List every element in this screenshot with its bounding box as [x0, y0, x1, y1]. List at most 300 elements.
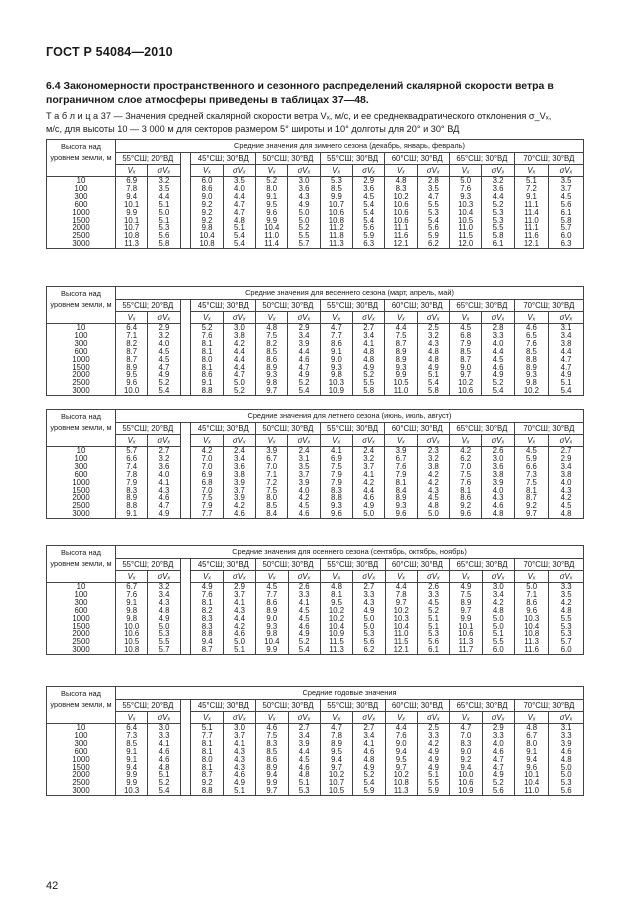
- column-gap: [180, 356, 191, 364]
- height-cell: 10: [47, 724, 116, 732]
- speed-symbol: Vₓ: [115, 165, 147, 177]
- deviation-cell: 4.2: [482, 599, 514, 607]
- deviation-cell: 6.0: [482, 646, 514, 654]
- table-row: [47, 494, 584, 502]
- speed-cell: 8.9: [385, 356, 417, 364]
- height-cell: 600: [47, 748, 116, 756]
- deviation-symbol: σVₓ: [353, 571, 385, 583]
- speed-cell: 7.5: [385, 332, 417, 340]
- speed-cell: 7.3: [116, 732, 148, 740]
- height-header: Высота над уровнем земли, м: [47, 287, 116, 324]
- speed-cell: 8.1: [450, 486, 482, 494]
- speed-cell: 10.4: [514, 622, 549, 630]
- speed-cell: 10.8: [385, 779, 417, 787]
- speed-cell: 8.6: [256, 599, 288, 607]
- deviation-symbol: σVₓ: [223, 435, 255, 447]
- height-cell: 300: [47, 193, 116, 201]
- deviation-cell: 6.3: [549, 240, 584, 248]
- deviation-symbol: σVₓ: [353, 435, 385, 447]
- height-cell: 100: [47, 185, 116, 193]
- deviation-cell: 5.2: [482, 779, 514, 787]
- deviation-cell: 4.0: [148, 471, 180, 479]
- deviation-cell: 3.9: [288, 340, 320, 348]
- deviation-cell: 5.4: [353, 216, 385, 224]
- deviation-cell: 4.6: [288, 622, 320, 630]
- speed-cell: 6.2: [450, 455, 482, 463]
- column-gap: [180, 201, 191, 209]
- height-cell: 3000: [47, 510, 116, 518]
- speed-cell: 9.1: [116, 599, 148, 607]
- deviation-cell: 4.9: [148, 615, 180, 623]
- speed-cell: 8.5: [514, 348, 548, 356]
- speed-cell: 9.7: [385, 599, 417, 607]
- season-title-row: [47, 546, 584, 559]
- height-cell: 100: [47, 332, 116, 340]
- location-header: 55°СШ; 30°ВД: [320, 700, 385, 712]
- speed-cell: 8.7: [115, 348, 147, 356]
- deviation-cell: 4.9: [482, 771, 514, 779]
- deviation-cell: 5.0: [482, 622, 514, 630]
- speed-cell: 9.8: [256, 379, 288, 387]
- deviation-cell: 4.6: [288, 763, 320, 771]
- deviation-cell: 5.2: [288, 638, 320, 646]
- deviation-cell: 4.9: [482, 371, 514, 379]
- deviation-cell: 4.0: [482, 486, 514, 494]
- deviation-cell: 4.9: [417, 748, 449, 756]
- speed-cell: 6.9: [115, 177, 147, 185]
- column-gap: [180, 387, 191, 395]
- deviation-cell: 3.7: [223, 591, 255, 599]
- deviation-cell: 5.8: [549, 216, 584, 224]
- height-cell: 1000: [47, 615, 116, 623]
- deviation-cell: 5.7: [288, 240, 320, 248]
- column-gap: [180, 732, 191, 740]
- speed-cell: 8.3: [450, 740, 482, 748]
- deviation-cell: 4.4: [223, 615, 255, 623]
- deviation-cell: 4.4: [223, 363, 255, 371]
- speed-cell: 4.5: [256, 583, 288, 591]
- column-gap: [180, 724, 191, 732]
- deviation-cell: 5.6: [353, 224, 385, 232]
- speed-cell: 4.6: [256, 724, 288, 732]
- speed-cell: 9.1: [191, 379, 223, 387]
- deviation-cell: 5.4: [148, 787, 180, 795]
- deviation-cell: 3.4: [148, 591, 180, 599]
- location-header: 45°СШ; 30°ВД: [191, 559, 256, 571]
- table-row: [47, 216, 584, 224]
- deviation-cell: 4.5: [482, 356, 514, 364]
- deviation-cell: 5.7: [148, 646, 180, 654]
- season-title: Средние годовые значения: [116, 687, 584, 700]
- deviation-cell: 3.3: [353, 591, 385, 599]
- speed-cell: 5.2: [191, 324, 223, 332]
- table-row: [47, 607, 584, 615]
- deviation-cell: 5.0: [482, 615, 514, 623]
- speed-cell: 9.7: [385, 763, 417, 771]
- deviation-cell: 5.7: [549, 224, 584, 232]
- table-row: [47, 340, 584, 348]
- deviation-cell: 3.2: [148, 583, 180, 591]
- deviation-cell: 5.8: [353, 387, 385, 395]
- deviation-cell: 3.4: [353, 332, 385, 340]
- table-row: [47, 646, 584, 654]
- speed-cell: 4.2: [450, 447, 482, 455]
- deviation-symbol: σVₓ: [482, 712, 514, 724]
- deviation-cell: 4.1: [223, 740, 255, 748]
- speed-symbol: Vₓ: [320, 435, 352, 447]
- table-caption-line1: Т а б л и ц а 37 — Значения средней скалярной скорости ветра Vₓ, м/с, и ее среднеквадратического отклонения σ_Vₓ,: [46, 111, 552, 121]
- deviation-cell: 4.7: [417, 193, 449, 201]
- location-header: 45°СШ; 30°ВД: [191, 423, 256, 435]
- speed-cell: 10.4: [256, 638, 288, 646]
- speed-cell: 5.0: [514, 583, 549, 591]
- deviation-cell: 4.8: [148, 607, 180, 615]
- deviation-cell: 5.9: [417, 787, 449, 795]
- deviation-symbol: σVₓ: [223, 571, 255, 583]
- deviation-symbol: σVₓ: [549, 712, 584, 724]
- deviation-cell: 4.8: [482, 607, 514, 615]
- deviation-cell: 5.3: [482, 216, 514, 224]
- speed-cell: 7.9: [320, 479, 352, 487]
- season-title-row: [47, 287, 584, 300]
- deviation-cell: 4.4: [482, 193, 514, 201]
- page-number: 42: [46, 880, 59, 892]
- speed-cell: 7.5: [256, 732, 288, 740]
- deviation-cell: 5.6: [148, 232, 180, 240]
- speed-cell: 6.5: [514, 332, 548, 340]
- speed-cell: 9.7: [450, 607, 482, 615]
- deviation-cell: 4.8: [223, 216, 255, 224]
- speed-cell: 9.6: [320, 510, 352, 518]
- speed-cell: 9.4: [385, 748, 417, 756]
- speed-cell: 6.7: [256, 455, 288, 463]
- deviation-cell: 4.3: [223, 748, 255, 756]
- deviation-cell: 4.9: [148, 510, 180, 518]
- speed-cell: 9.1: [115, 510, 147, 518]
- deviation-cell: 4.7: [223, 371, 255, 379]
- deviation-cell: 5.0: [549, 771, 584, 779]
- speed-cell: 10.2: [320, 615, 352, 623]
- height-cell: 1000: [47, 756, 116, 764]
- speed-cell: 8.9: [514, 363, 548, 371]
- deviation-cell: 4.2: [417, 740, 449, 748]
- deviation-cell: 4.5: [288, 615, 320, 623]
- deviation-cell: 3.5: [417, 185, 449, 193]
- deviation-cell: 4.0: [549, 479, 584, 487]
- speed-cell: 7.0: [191, 486, 223, 494]
- location-header: 65°СШ; 30°ВД: [450, 700, 515, 712]
- deviation-cell: 4.3: [549, 486, 584, 494]
- deviation-cell: 5.5: [549, 615, 584, 623]
- deviation-cell: 5.4: [148, 387, 180, 395]
- deviation-cell: 4.4: [148, 193, 180, 201]
- speed-cell: 9.0: [320, 356, 352, 364]
- deviation-cell: 3.2: [417, 455, 449, 463]
- deviation-cell: 4.3: [288, 193, 320, 201]
- deviation-cell: 5.4: [353, 201, 385, 209]
- location-header: 65°СШ; 30°ВД: [450, 153, 515, 165]
- speed-cell: 7.0: [450, 463, 482, 471]
- table-row: [47, 463, 584, 471]
- speed-cell: 6.7: [514, 732, 549, 740]
- speed-cell: 7.5: [256, 332, 288, 340]
- deviation-cell: 6.2: [353, 646, 385, 654]
- deviation-cell: 2.9: [148, 324, 180, 332]
- deviation-symbol: σVₓ: [148, 165, 180, 177]
- speed-symbol: Vₓ: [385, 165, 417, 177]
- symbol-row: [47, 165, 584, 177]
- deviation-cell: 5.4: [353, 779, 385, 787]
- location-header: 70°СШ; 30°ВД: [514, 559, 583, 571]
- column-gap: [180, 787, 191, 795]
- deviation-cell: 4.0: [482, 340, 514, 348]
- season-table: [46, 686, 584, 796]
- speed-cell: 8.1: [191, 740, 223, 748]
- height-cell: 2500: [47, 502, 116, 510]
- deviation-cell: 2.7: [288, 724, 320, 732]
- speed-cell: 6.0: [191, 177, 223, 185]
- speed-cell: 9.1: [256, 193, 288, 201]
- table-row: [47, 740, 584, 748]
- column-gap: [180, 700, 191, 724]
- height-cell: 2000: [47, 371, 116, 379]
- speed-cell: 7.8: [320, 732, 352, 740]
- deviation-cell: 4.2: [417, 471, 449, 479]
- deviation-cell: 5.1: [417, 622, 449, 630]
- speed-cell: 11.0: [385, 630, 417, 638]
- deviation-symbol: σVₓ: [148, 435, 180, 447]
- speed-cell: 10.9: [320, 387, 352, 395]
- speed-cell: 8.2: [191, 607, 223, 615]
- speed-cell: 8.5: [256, 348, 288, 356]
- speed-cell: 11.5: [450, 232, 482, 240]
- deviation-cell: 4.4: [482, 348, 514, 356]
- speed-cell: 4.8: [385, 177, 417, 185]
- speed-cell: 8.3: [191, 615, 223, 623]
- speed-cell: 8.7: [191, 646, 223, 654]
- speed-cell: 8.1: [191, 748, 223, 756]
- speed-cell: 8.3: [320, 486, 352, 494]
- speed-cell: 8.5: [256, 748, 288, 756]
- deviation-cell: 4.9: [549, 371, 584, 379]
- deviation-cell: 5.2: [288, 379, 320, 387]
- deviation-cell: 5.4: [549, 387, 584, 395]
- speed-symbol: Vₓ: [385, 435, 417, 447]
- speed-cell: 7.9: [320, 471, 352, 479]
- deviation-cell: 3.6: [482, 185, 514, 193]
- deviation-cell: 5.9: [353, 232, 385, 240]
- deviation-cell: 3.7: [288, 471, 320, 479]
- speed-cell: 9.4: [450, 763, 482, 771]
- deviation-cell: 4.3: [148, 486, 180, 494]
- height-cell: 3000: [47, 646, 116, 654]
- deviation-cell: 4.3: [353, 599, 385, 607]
- column-gap: [180, 153, 191, 177]
- deviation-symbol: σVₓ: [417, 435, 449, 447]
- column-gap: [180, 756, 191, 764]
- speed-cell: 10.4: [385, 622, 417, 630]
- deviation-cell: 4.6: [223, 630, 255, 638]
- location-header: 60°СШ; 30°ВД: [385, 300, 450, 312]
- deviation-cell: 5.6: [482, 787, 514, 795]
- speed-cell: 9.7: [450, 371, 482, 379]
- table-row: [47, 232, 584, 240]
- deviation-cell: 2.3: [417, 447, 449, 455]
- speed-cell: 7.6: [385, 732, 417, 740]
- deviation-symbol: σVₓ: [288, 712, 320, 724]
- deviation-cell: 5.8: [482, 232, 514, 240]
- deviation-cell: 5.2: [353, 371, 385, 379]
- deviation-symbol: σVₓ: [288, 165, 320, 177]
- speed-cell: 9.0: [450, 363, 482, 371]
- speed-cell: 9.1: [116, 748, 148, 756]
- table-row: [47, 324, 584, 332]
- season-title-row: [47, 410, 584, 423]
- deviation-cell: 5.2: [353, 771, 385, 779]
- speed-cell: 10.1: [514, 771, 549, 779]
- deviation-cell: 2.5: [417, 724, 449, 732]
- deviation-cell: 4.2: [353, 479, 385, 487]
- speed-cell: 11.3: [320, 240, 352, 248]
- table-row: [47, 332, 584, 340]
- column-gap: [180, 216, 191, 224]
- speed-cell: 9.6: [256, 209, 288, 217]
- speed-cell: 10.2: [385, 607, 417, 615]
- deviation-cell: 4.0: [482, 740, 514, 748]
- speed-cell: 8.8: [320, 494, 352, 502]
- speed-cell: 9.4: [514, 756, 549, 764]
- column-gap: [180, 622, 191, 630]
- deviation-cell: 4.6: [482, 748, 514, 756]
- deviation-cell: 4.4: [549, 348, 584, 356]
- speed-cell: 7.0: [256, 463, 288, 471]
- speed-cell: 9.0: [450, 748, 482, 756]
- speed-cell: 7.8: [115, 471, 147, 479]
- deviation-cell: 5.4: [353, 209, 385, 217]
- speed-cell: 7.8: [115, 185, 147, 193]
- speed-cell: 10.6: [385, 209, 417, 217]
- speed-symbol: Vₓ: [450, 312, 482, 324]
- height-cell: 10: [47, 447, 116, 455]
- height-header: Высота над уровнем земли, м: [47, 687, 116, 724]
- deviation-cell: 5.4: [288, 387, 320, 395]
- speed-cell: 4.4: [385, 324, 417, 332]
- location-header: 45°СШ; 30°ВД: [191, 700, 256, 712]
- deviation-cell: 3.6: [223, 463, 255, 471]
- speed-cell: 9.3: [256, 622, 288, 630]
- deviation-cell: 2.8: [417, 177, 449, 185]
- speed-cell: 9.2: [450, 756, 482, 764]
- column-gap: [180, 300, 191, 324]
- location-header-row: [47, 153, 584, 165]
- height-cell: 1500: [47, 622, 116, 630]
- speed-cell: 7.5: [320, 463, 352, 471]
- height-cell: 2500: [47, 779, 116, 787]
- deviation-cell: 5.3: [353, 630, 385, 638]
- height-cell: 2000: [47, 224, 116, 232]
- speed-cell: 8.6: [450, 494, 482, 502]
- speed-cell: 8.1: [191, 340, 223, 348]
- speed-cell: 10.2: [320, 607, 352, 615]
- deviation-cell: 5.5: [353, 379, 385, 387]
- speed-cell: 11.5: [320, 638, 352, 646]
- table-row: [47, 479, 584, 487]
- deviation-cell: 3.4: [482, 591, 514, 599]
- symbol-row: [47, 312, 584, 324]
- location-header: 65°СШ; 30°ВД: [450, 300, 515, 312]
- speed-cell: 10.6: [450, 387, 482, 395]
- speed-cell: 11.0: [256, 232, 288, 240]
- speed-cell: 8.1: [514, 486, 548, 494]
- deviation-cell: 4.6: [148, 494, 180, 502]
- speed-cell: 11.6: [514, 646, 549, 654]
- symbol-row: [47, 435, 584, 447]
- deviation-symbol: σVₓ: [417, 312, 449, 324]
- speed-cell: 8.9: [256, 607, 288, 615]
- table-row: [47, 363, 584, 371]
- speed-cell: 10.5: [116, 638, 148, 646]
- deviation-symbol: σVₓ: [288, 312, 320, 324]
- speed-cell: 8.8: [191, 630, 223, 638]
- speed-cell: 11.5: [385, 638, 417, 646]
- deviation-cell: 3.3: [417, 591, 449, 599]
- column-gap: [180, 486, 191, 494]
- location-header-row: [47, 700, 584, 712]
- speed-symbol: Vₓ: [191, 312, 223, 324]
- speed-symbol: Vₓ: [256, 712, 288, 724]
- deviation-symbol: σVₓ: [482, 312, 514, 324]
- deviation-cell: 4.2: [223, 622, 255, 630]
- speed-cell: 4.9: [450, 583, 482, 591]
- height-cell: 10: [47, 324, 116, 332]
- deviation-cell: 2.9: [288, 324, 320, 332]
- speed-cell: 9.5: [320, 748, 352, 756]
- speed-cell: 6.6: [514, 463, 548, 471]
- deviation-cell: 3.0: [482, 455, 514, 463]
- speed-cell: 7.8: [385, 591, 417, 599]
- deviation-cell: 5.0: [549, 763, 584, 771]
- deviation-cell: 4.6: [148, 748, 180, 756]
- height-cell: 300: [47, 340, 116, 348]
- deviation-cell: 4.3: [223, 756, 255, 764]
- location-header: 65°СШ; 30°ВД: [450, 559, 515, 571]
- height-cell: 1500: [47, 763, 116, 771]
- deviation-cell: 3.0: [288, 177, 320, 185]
- height-cell: 300: [47, 463, 116, 471]
- deviation-cell: 3.5: [288, 463, 320, 471]
- speed-cell: 8.6: [320, 340, 352, 348]
- table-row: [47, 379, 584, 387]
- speed-cell: 5.2: [256, 177, 288, 185]
- deviation-cell: 4.7: [482, 756, 514, 764]
- deviation-cell: 6.0: [549, 646, 584, 654]
- speed-cell: 9.4: [115, 193, 147, 201]
- deviation-cell: 4.6: [353, 748, 385, 756]
- speed-cell: 10.6: [116, 630, 148, 638]
- speed-cell: 10.1: [450, 622, 482, 630]
- location-header: 45°СШ; 30°ВД: [191, 300, 256, 312]
- deviation-cell: 4.8: [417, 502, 449, 510]
- deviation-cell: 5.4: [223, 240, 255, 248]
- speed-cell: 9.3: [385, 502, 417, 510]
- deviation-cell: 5.4: [482, 387, 514, 395]
- deviation-cell: 4.9: [353, 363, 385, 371]
- deviation-cell: 4.5: [288, 607, 320, 615]
- speed-cell: 8.9: [320, 740, 352, 748]
- speed-cell: 10.5: [320, 787, 352, 795]
- deviation-cell: 5.4: [417, 216, 449, 224]
- speed-cell: 10.9: [320, 630, 352, 638]
